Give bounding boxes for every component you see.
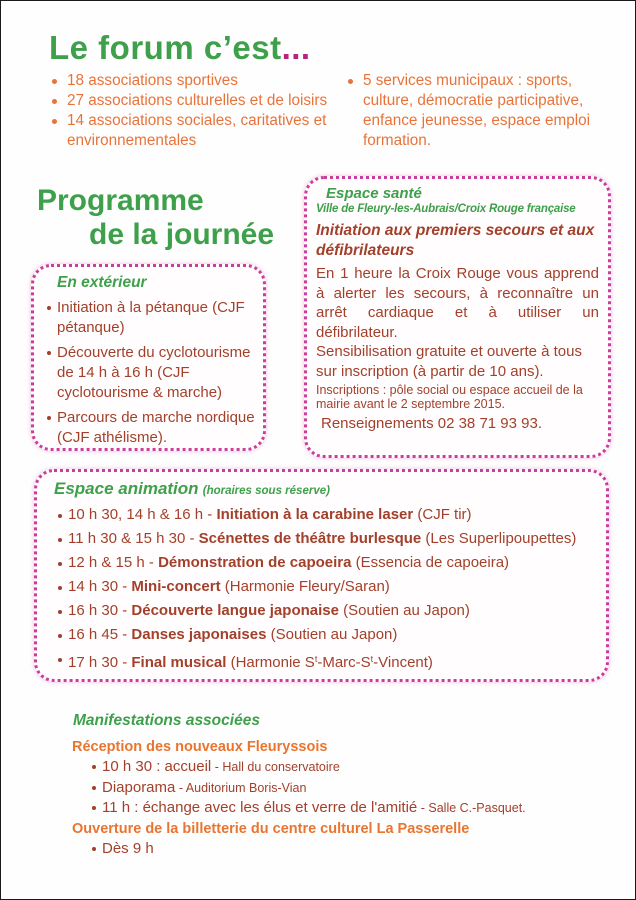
exterieur-item: Initiation à la pétanque (CJF pétanque) [45,298,257,338]
org-text: (Harmonie S [230,654,315,671]
animation-title: Mini-concert [131,578,221,595]
animation-item [54,551,599,575]
animation-org: (Essencia de capoeira) [355,554,510,571]
reception-what: 10 h 30 : accueil [102,758,212,775]
reception-where [417,801,525,815]
billetterie-title: Ouverture de la billetterie du centre culturel La Passerelle [72,820,470,837]
sante-organizers: Ville de Fleury-les-Aubrais/Croix Rouge française [316,203,576,215]
reception-item [91,798,593,819]
animation-title: Démonstration de capoeira [158,554,352,571]
forum-list-item: 14 associations sociales, caritatives et environnementales [51,111,351,151]
separator: - [118,602,132,619]
animation-title: Initiation à la carabine laser [216,506,414,523]
animation-item [54,527,599,551]
animation-item [54,503,599,527]
animation-time: 11 h 30 & 15 h 30 [68,530,186,547]
separator: - [118,654,132,671]
animation-time: 16 h 45 [68,626,119,643]
forum-services-list [347,71,607,151]
reception-list [73,757,593,819]
reception-what: 11 h : échange avec les élus et verre de l'amitié [102,799,418,816]
animation-heading-note: (horaires sous réserve) [202,485,330,497]
separator: - [211,760,223,774]
exterieur-item: Découverte du cyclotourisme de 14 h à 16 h (CJF cyclotourisme & marche) [45,343,257,403]
forum-list-item: 27 associations culturelles et de loisirs [51,91,351,111]
animation-org: (Les Superlipoupettes) [425,530,577,547]
sante-awareness: Sensibilisation gratuite et ouverte à tous sur inscription (à partir de 10 ans). [316,343,582,380]
separator: - [118,626,132,643]
animation-time: 17 h 30 [68,654,119,671]
animation-heading-title: Espace animation [54,479,199,498]
place-text: Salle C.-Pasquet. [428,801,526,815]
forum-list-item: 5 services municipaux : sports, culture, démocratie participative, enfance jeunesse, espace emploi formation. [347,71,607,151]
separator: - [185,530,199,547]
animation-heading [54,479,599,499]
place-text: Hall du conservatoire [222,760,340,774]
forum-title [49,29,311,67]
separator: - [203,506,217,523]
animation-title: Scénettes de théâtre burlesque [198,530,422,547]
animation-box [34,469,609,682]
animation-time: 14 h 30 [68,578,119,595]
org-text: -Marc-S [317,654,371,671]
exterieur-box [31,264,266,451]
billetterie-item: Dès 9 h [91,839,593,859]
forum-title-text: Le forum c’est [49,29,282,66]
animation-title: Danses japonaises [131,626,267,643]
animation-item [54,599,599,623]
reception-where [175,781,306,795]
billetterie-list [73,839,593,859]
org-text: -Vincent) [373,654,433,671]
animation-org: (CJF tir) [417,506,472,523]
org-sup: t [370,654,374,664]
animation-time: 12 h & 15 h [68,554,145,571]
manifestations-section [73,712,593,858]
separator: - [417,801,429,815]
reception-item [91,778,593,799]
sante-heading: Espace santé [326,185,422,202]
forum-list-item: 18 associations sportives [51,71,351,91]
reception-title: Réception des nouveaux Fleuryssois [72,739,328,755]
org-sup: t [314,654,318,664]
sante-subtitle: Initiation aux premiers secours et aux défibrilateurs [316,222,595,259]
separator: - [175,780,186,795]
reception-item [91,757,593,778]
separator: - [118,578,132,595]
manifestations-heading: Manifestations associées [73,712,260,729]
animation-time: 16 h 30 [68,602,119,619]
exterieur-list [45,298,257,448]
exterieur-heading: En extérieur [57,274,147,291]
programme-title-line1: Programme [37,184,204,217]
animation-org: (Harmonie Fleury/Saran) [224,578,390,595]
animation-org: (Soutien au Japon) [270,626,398,643]
reception-where [211,760,340,774]
animation-time: 10 h 30, 14 h & 16 h [68,506,204,523]
sante-info-phone: Renseignements 02 38 71 93 93. [321,415,542,432]
animation-title: Final musical [131,654,227,671]
animation-title: Découverte langue japonaise [131,602,339,619]
programme-title-line2: de la journée [89,218,275,251]
exterieur-item: Parcours de marche nordique (CJF athélisme). [45,408,257,448]
forum-title-dots: ... [281,29,311,66]
sante-registration: Inscriptions : pôle social ou espace accueil de la mairie avant le 2 septembre 2015. [316,383,583,411]
reception-what: Diaporama [102,778,176,796]
place-text: Auditorium Boris-Vian [185,780,307,795]
sante-box [304,176,611,458]
animation-item [54,575,599,599]
animation-org: (Soutien au Japon) [343,602,470,619]
programme-title [37,184,274,252]
forum-associations-list [51,71,351,151]
sante-body: En 1 heure la Croix Rouge vous apprend à alerter les secours, à reconnaître un arrêt cardiaque et à utiliser un défibrilateur. [316,265,599,341]
animation-item [54,623,599,647]
separator: - [144,554,159,571]
animation-item [54,647,599,675]
animation-list [54,503,599,675]
animation-org [231,654,433,671]
